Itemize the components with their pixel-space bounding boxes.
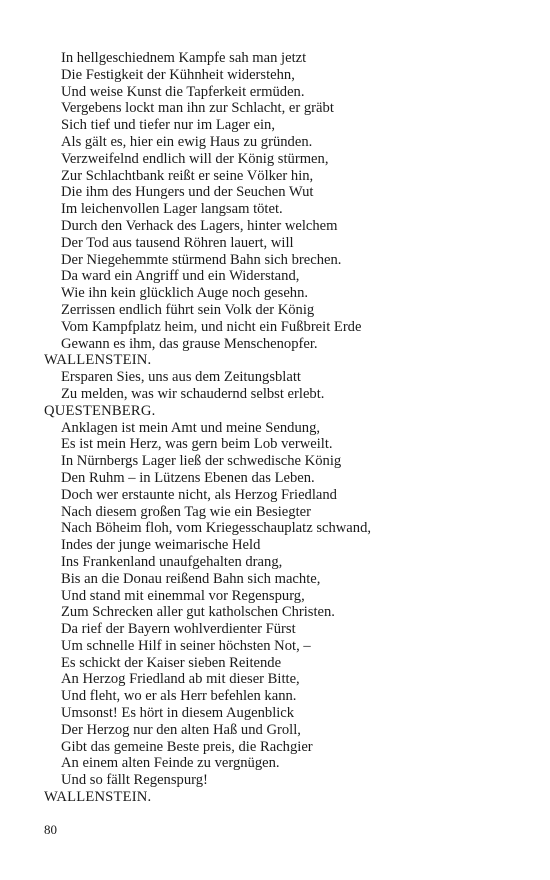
play-text bbox=[44, 50, 524, 806]
verse-line: Die ihm des Hungers und der Seuchen Wut bbox=[61, 184, 314, 201]
speaker-name: WALLENSTEIN. bbox=[44, 789, 152, 806]
verse-line: Zu melden, was wir schaudernd selbst erlebt. bbox=[61, 385, 325, 402]
verse-line: Durch den Verhack des Lagers, hinter welchem bbox=[61, 217, 338, 234]
verse-line: In hellgeschiednem Kampfe sah man jetzt bbox=[61, 50, 307, 66]
speaker-name: QUESTENBERG. bbox=[44, 402, 156, 419]
verse-line: Es schickt der Kaiser sieben Reitende bbox=[61, 654, 282, 671]
verse-line: Den Ruhm – in Lützens Ebenen das Leben. bbox=[61, 469, 315, 486]
verse-line: Im leichenvollen Lager langsam tötet. bbox=[61, 201, 283, 218]
verse-line: Nach diesem großen Tag wie ein Besiegter bbox=[61, 503, 311, 520]
verse-line: Bis an die Donau reißend Bahn sich machte, bbox=[61, 570, 321, 587]
verse-line: An Herzog Friedland ab mit dieser Bitte, bbox=[61, 671, 300, 688]
verse-line: Zur Schlachtbank reißt er seine Völker hin, bbox=[61, 167, 314, 184]
verse-line: Nach Böheim floh, vom Kriegesschauplatz schwand, bbox=[61, 520, 372, 537]
verse-line: Ins Frankenland unaufgehalten drang, bbox=[61, 553, 283, 570]
verse-line: Indes der junge weimarische Held bbox=[61, 537, 261, 554]
verse-line: Umsonst! Es hört in diesem Augenblick bbox=[61, 705, 295, 722]
page-number: 80 bbox=[44, 822, 57, 837]
verse-line: Vergebens lockt man ihn zur Schlacht, er gräbt bbox=[61, 100, 334, 117]
verse-line: Wie ihn kein glücklich Auge noch gesehn. bbox=[61, 285, 309, 302]
verse-line: Und so fällt Regenspurg! bbox=[61, 772, 208, 789]
verse-line: Da rief der Bayern wohlverdienter Fürst bbox=[61, 621, 296, 638]
verse-line: Gibt das gemeine Beste preis, die Rachgier bbox=[61, 738, 313, 755]
speaker-name: WALLENSTEIN. bbox=[44, 352, 152, 369]
verse-line: Und fleht, wo er als Herr befehlen kann. bbox=[61, 688, 297, 705]
verse-line: Die Festigkeit der Kühnheit widerstehn, bbox=[61, 66, 295, 83]
verse-line: Gewann es ihm, das grause Menschenopfer. bbox=[61, 335, 318, 352]
verse-line: Und weise Kunst die Tapferkeit ermüden. bbox=[61, 83, 305, 100]
verse-line: Der Niegehemmte stürmend Bahn sich brechen. bbox=[61, 251, 342, 268]
verse-line: Verzweifelnd endlich will der König stürmen, bbox=[61, 150, 329, 167]
verse-line: Der Herzog nur den alten Haß und Groll, bbox=[61, 721, 301, 738]
verse-line: Sich tief und tiefer nur im Lager ein, bbox=[61, 117, 275, 134]
verse-line: Anklagen ist mein Amt und meine Sendung, bbox=[61, 419, 321, 436]
verse-line: Der Tod aus tausend Röhren lauert, will bbox=[61, 234, 294, 251]
verse-line: Und stand mit einemmal vor Regenspurg, bbox=[61, 587, 305, 604]
verse-line: Ersparen Sies, uns aus dem Zeitungsblatt bbox=[61, 369, 301, 386]
verse-line: An einem alten Feinde zu vergnügen. bbox=[61, 755, 280, 772]
verse-line: Es ist mein Herz, was gern beim Lob verweilt. bbox=[61, 436, 333, 453]
verse-line: In Nürnbergs Lager ließ der schwedische König bbox=[61, 453, 342, 470]
verse-line: Vom Kampfplatz heim, und nicht ein Fußbreit Erde bbox=[61, 318, 362, 335]
verse-line: Da ward ein Angriff und ein Widerstand, bbox=[61, 268, 300, 285]
verse-line: Als gält es, hier ein ewig Haus zu gründen. bbox=[61, 133, 313, 150]
verse-line: Doch wer erstaunte nicht, als Herzog Friedland bbox=[61, 486, 337, 503]
verse-line: Zerrissen endlich führt sein Volk der König bbox=[61, 301, 315, 318]
verse-line: Zum Schrecken aller gut katholschen Christen. bbox=[61, 604, 335, 621]
verse-line: Um schnelle Hilf in seiner höchsten Not, – bbox=[61, 637, 311, 654]
